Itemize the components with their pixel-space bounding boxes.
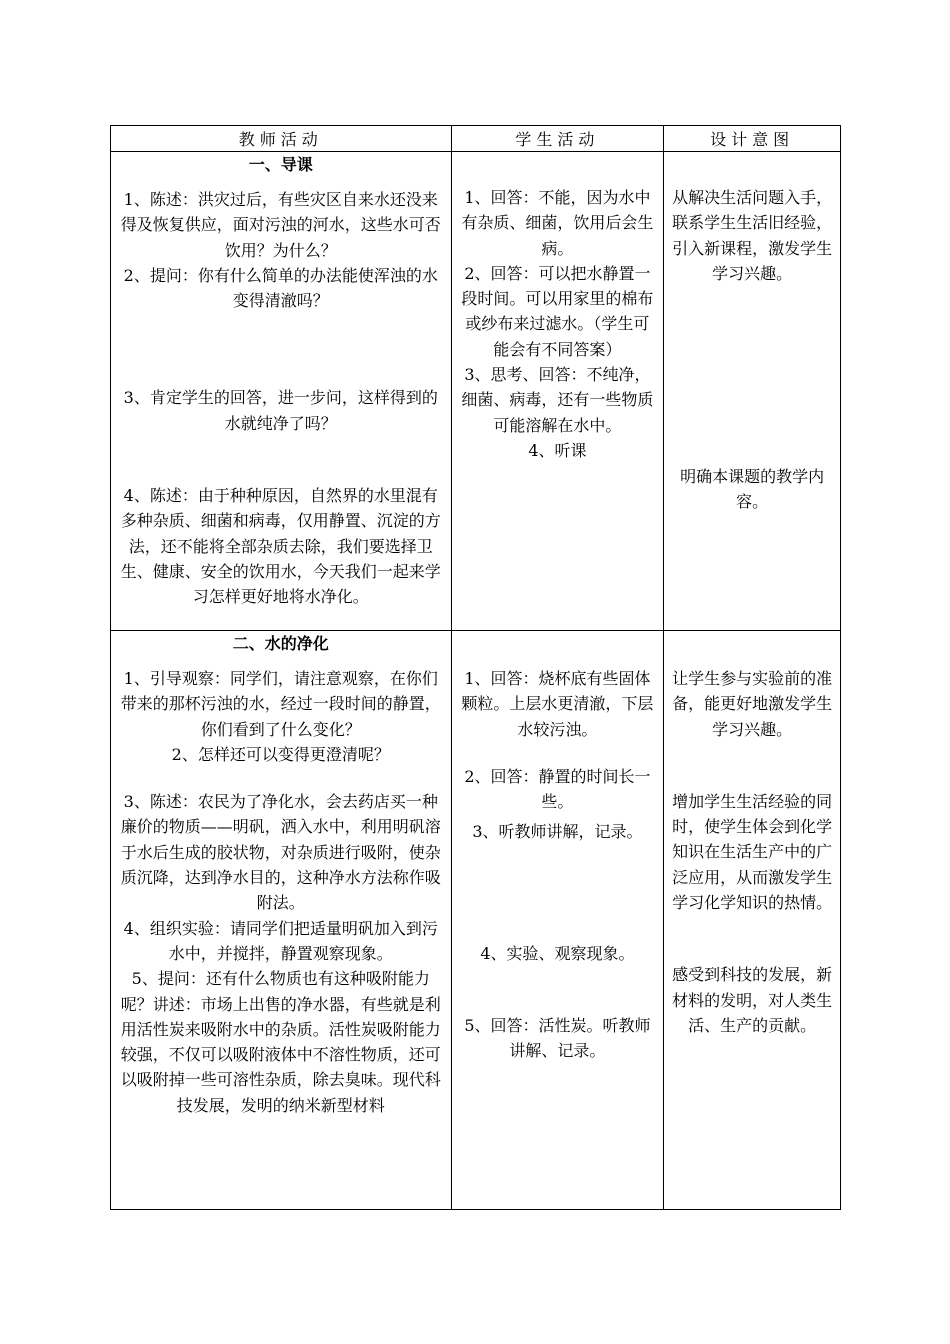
s2-student-item-4: 4、实验、观察现象。 <box>480 943 635 963</box>
s1-design-item-1: 从解决生活问题入手，联系学生生活旧经验，引入新课程，激发学生学习兴趣。 <box>672 188 833 283</box>
s1-teacher-item-1: 1、陈述：洪灾过后，有些灾区自来水还没来得及恢复供应，面对污浊的河水，这些水可否饮用？为什么？ <box>120 190 441 260</box>
s2-design-item-3: 感受到科技的发展，新材料的发明，对人类生活、生产的贡献。 <box>672 965 833 1035</box>
s2-student-item-5: 5、回答：活性炭。听教师讲解、记录。 <box>464 1016 651 1061</box>
section2-teacher-cell <box>111 631 452 1210</box>
s2-student-item-2: 2、回答：静置的时间长一些。 <box>464 766 651 812</box>
s2-student-item-1: 1、回答：烧杯底有些固体颗粒。上层水更清澈，下层水较污浊。 <box>461 669 654 739</box>
section1-design-cell <box>664 152 841 631</box>
section2-design-cell <box>664 631 841 1210</box>
s2-teacher-item-2: 2、怎样还可以变得更澄清呢？ <box>171 744 390 764</box>
s2-design-item-2: 增加学生生活经验的同时，使学生体会到化学知识在生活生产中的广泛应用，从而激发学生学习化学知识的热情。 <box>672 791 833 913</box>
s1-design-item-2: 明确本课题的教学内容。 <box>680 467 825 512</box>
section1-row <box>111 152 841 631</box>
header-teacher-activity: 教师活动 <box>111 126 452 152</box>
s2-teacher-item-5: 5、提问：还有什么物质也有这种吸附能力呢？讲述：市场上出售的净水器，有些就是利用活性炭来吸附水中的杂质。活性炭吸附能力较强，不仅可以吸附液体中不溶性物质，还可以吸附掉一些可溶性杂质，除去臭味。现代科技发展，发明的纳米新型材料 <box>120 969 441 1115</box>
section1-title: 一、导课 <box>248 155 313 174</box>
s2-teacher-item-3: 3、陈述：农民为了净化水，会去药店买一种廉价的物质——明矾，洒入水中，利用明矾溶于水后生成的胶状物，对杂质进行吸附，使杂质沉降，达到净水目的，这种净水方法称作吸附法。 <box>120 792 441 913</box>
s2-student-item-3: 3、听教师讲解，记录。 <box>472 822 643 842</box>
s2-teacher-item-4: 4、组织实验：请同学们把适量明矾加入到污水中，并搅拌，静置观察现象。 <box>123 918 438 963</box>
section2-row <box>111 631 841 1210</box>
s1-teacher-item-2: 2、提问：你有什么简单的办法能使浑浊的水变得清澈吗？ <box>123 265 438 311</box>
s1-student-item-2: 2、回答：可以把水静置一段时间。可以用家里的棉布或纱布来过滤水。（学生可能会有不同答案） <box>461 263 654 359</box>
s2-teacher-item-1: 1、引导观察：同学们，请注意观察，在你们带来的那杯污浊的水，经过一段时间的静置，你们看到了什么变化？ <box>120 669 441 739</box>
header-row <box>111 126 841 152</box>
section2-student-cell <box>451 631 664 1210</box>
s1-student-item-1: 1、回答：不能，因为水中有杂质、细菌，饮用后会生病。 <box>461 188 654 258</box>
section1-student-cell <box>451 152 664 631</box>
s1-student-item-4: 4、听课 <box>528 440 587 460</box>
s1-student-item-3: 3、思考、回答：不纯净，细菌、病毒，还有一些物质可能溶解在水中。 <box>461 365 654 435</box>
s1-teacher-item-4: 4、陈述：由于种种原因，自然界的水里混有多种杂质、细菌和病毒，仅用静置、沉淀的方法，还不能将全部杂质去除，我们要选择卫生、健康、安全的饮用水，今天我们一起来学习怎样更好地将水净化。 <box>120 486 441 607</box>
lesson-plan-table <box>110 125 841 1210</box>
header-student-activity: 学生活动 <box>451 126 664 152</box>
header-design-intent: 设计意图 <box>664 126 841 152</box>
s2-design-item-1: 让学生参与实验前的准备，能更好地激发学生学习兴趣。 <box>672 669 833 739</box>
section2-title: 二、水的净化 <box>232 634 329 653</box>
section1-teacher-cell <box>111 152 452 631</box>
s1-teacher-item-3: 3、肯定学生的回答，进一步问，这样得到的水就纯净了吗？ <box>123 388 438 433</box>
